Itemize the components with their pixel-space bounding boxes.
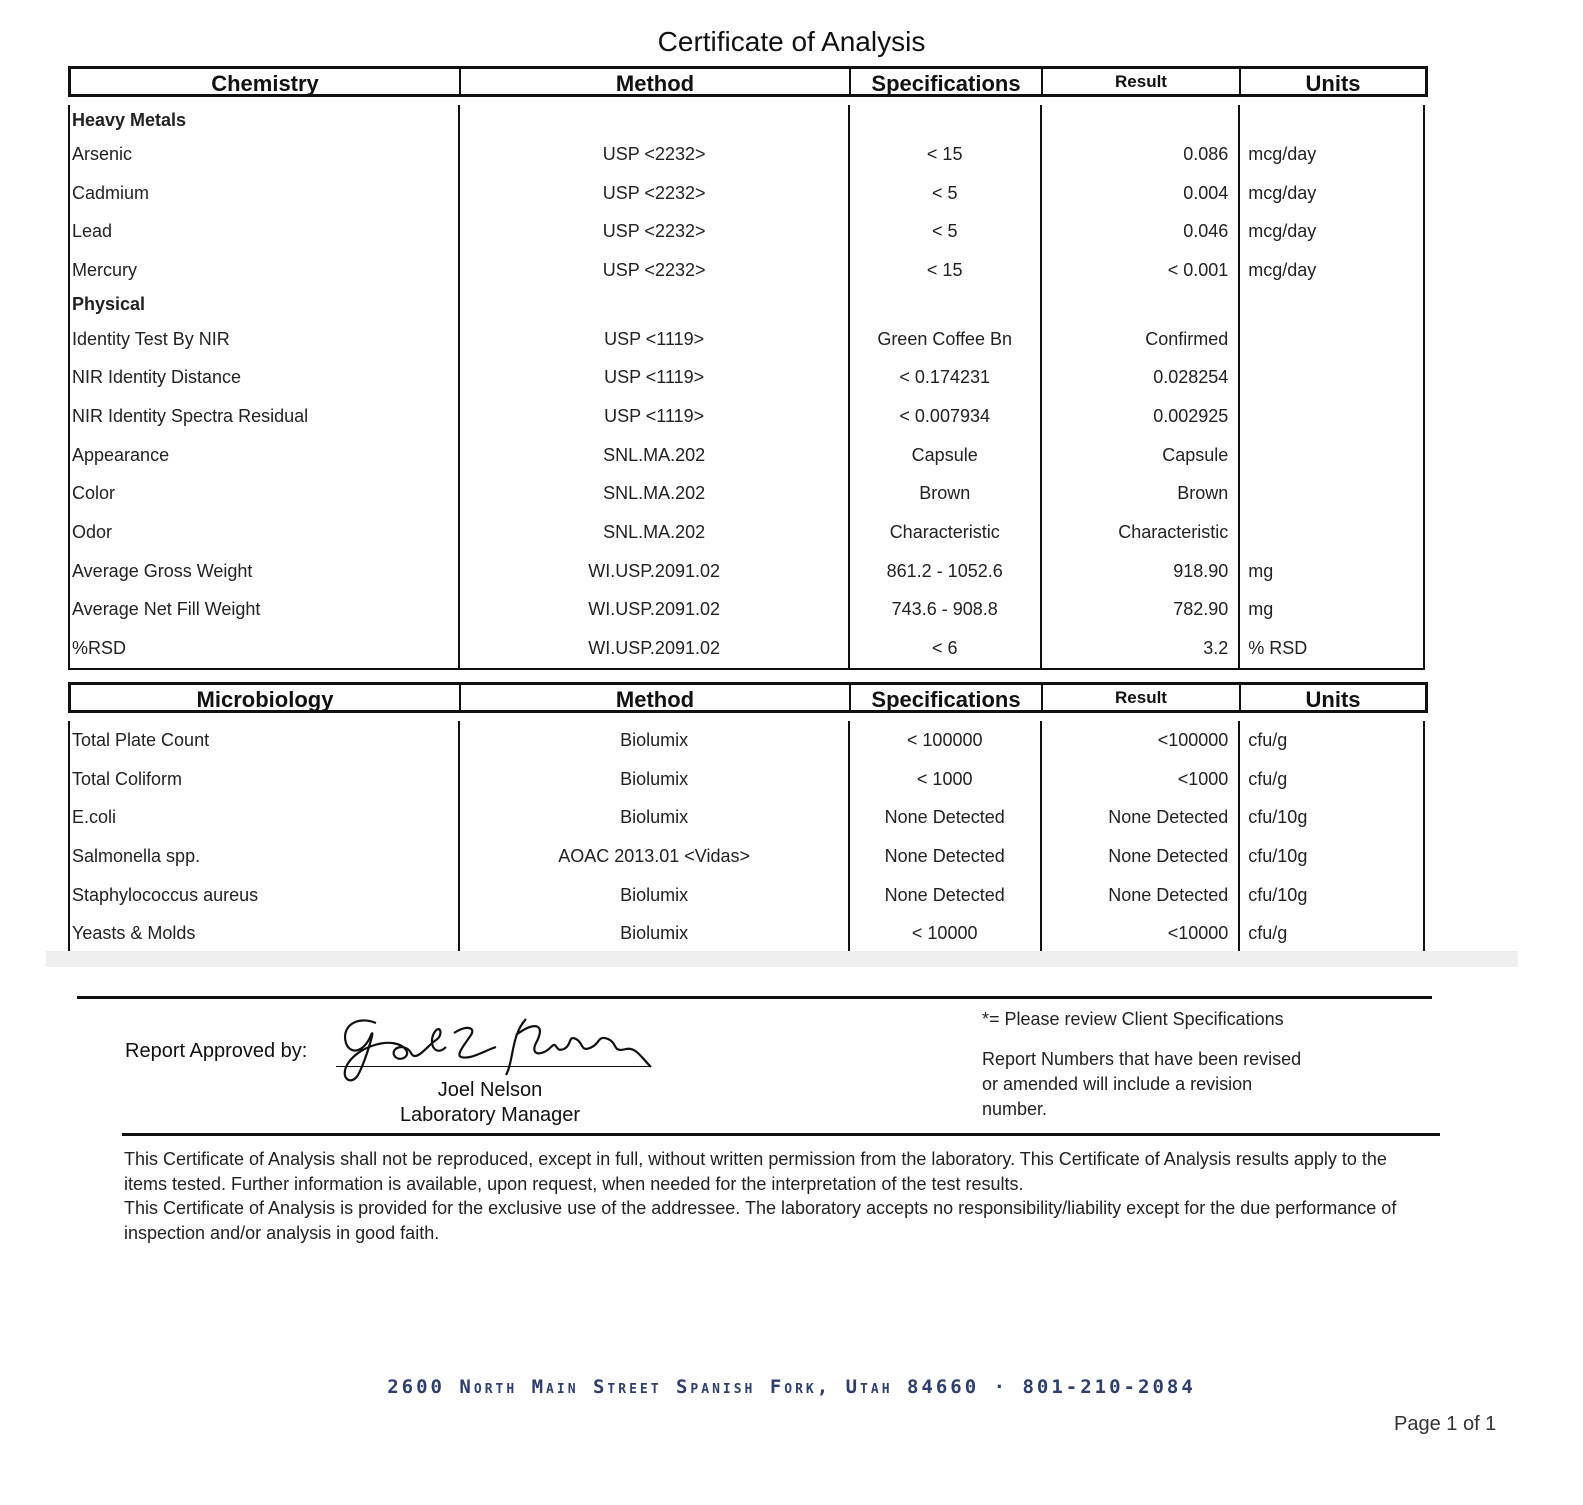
- cell-specification: < 15: [926, 143, 963, 164]
- cell-method: USP <1119>: [604, 367, 705, 388]
- chemistry-table: [68, 66, 1428, 670]
- disclaimer-paragraph: This Certificate of Analysis is provided for the exclusive use of the addressee. The laboratory accepts no responsibility/liability except for the due performance of inspection and/or analysis in good faith.: [124, 1198, 1397, 1243]
- cell-units: mcg/day: [1248, 182, 1317, 203]
- cell-result: None Detected: [1108, 807, 1229, 828]
- lab-address: 2600 North Main Street Spanish Fork, Utah 84660 · 801-210-2084: [387, 1376, 1196, 1398]
- table-row: [70, 397, 1423, 436]
- cell-result: 0.046: [1183, 221, 1229, 242]
- cell-analyte: Color: [72, 483, 116, 504]
- signature-line: [336, 1066, 651, 1067]
- cell-result: <100000: [1157, 729, 1229, 750]
- cell-analyte: %RSD: [72, 638, 127, 659]
- cell-analyte: Yeasts & Molds: [72, 923, 196, 944]
- section-name: Heavy Metals: [72, 109, 187, 130]
- microbiology-header-row: [68, 682, 1428, 713]
- cell-units: mcg/day: [1248, 259, 1317, 280]
- table-row: [70, 436, 1423, 475]
- cell-analyte: Appearance: [72, 444, 170, 465]
- header-result: Result: [1043, 69, 1241, 94]
- cell-analyte: Lead: [72, 221, 113, 242]
- cell-method: AOAC 2013.01 <Vidas>: [558, 845, 751, 866]
- table-row: [70, 760, 1423, 799]
- cell-specification: Brown: [919, 483, 971, 504]
- signer-role: Laboratory Manager: [399, 1104, 581, 1126]
- table-row: [70, 174, 1423, 213]
- revision-note: Report Numbers that have been revised or amended will include a revision number.: [982, 1049, 1302, 1119]
- section-name: Physical: [72, 294, 146, 315]
- cell-result: None Detected: [1108, 845, 1229, 866]
- chemistry-body: [68, 105, 1425, 670]
- header-microbiology: Microbiology: [71, 685, 461, 710]
- cell-units: cfu/g: [1248, 768, 1288, 789]
- cell-analyte: Staphylococcus aureus: [72, 884, 259, 905]
- chemistry-header-row: [68, 66, 1428, 97]
- cell-analyte: Average Gross Weight: [72, 560, 253, 581]
- cell-result: 0.086: [1183, 143, 1229, 164]
- header-chemistry: Chemistry: [71, 69, 461, 94]
- cell-result: None Detected: [1108, 884, 1229, 905]
- cell-analyte: Salmonella spp.: [72, 845, 201, 866]
- cell-result: <10000: [1167, 923, 1229, 944]
- cell-specification: None Detected: [884, 845, 1005, 866]
- cell-units: cfu/10g: [1248, 884, 1308, 905]
- table-row: [70, 721, 1423, 760]
- cell-specification: < 10000: [911, 923, 978, 944]
- cell-result: 782.90: [1173, 599, 1229, 620]
- cell-analyte: NIR Identity Spectra Residual: [72, 405, 309, 426]
- cell-result: 0.004: [1183, 182, 1229, 203]
- cell-specification: 743.6 - 908.8: [891, 599, 998, 620]
- cell-analyte: Arsenic: [72, 143, 133, 164]
- cell-analyte: Identity Test By NIR: [72, 328, 230, 349]
- cell-specification: < 0.007934: [899, 405, 990, 426]
- cell-specification: < 15: [926, 259, 963, 280]
- disclaimer-paragraph: This Certificate of Analysis shall not be reproduced, except in full, without written permission from the laboratory. This Certificate of Analysis results apply to the items tested. Further information is available, upon request, when needed for the interpretation of the test results.: [124, 1149, 1387, 1194]
- table-row: [70, 320, 1423, 359]
- table-row: [70, 358, 1423, 397]
- approved-by-label: Report Approved by:: [125, 1040, 308, 1062]
- client-spec-note: *= Please review Client Specifications: [982, 1009, 1284, 1029]
- cell-method: USP <2232>: [602, 182, 706, 203]
- cell-specification: < 0.174231: [899, 367, 990, 388]
- cell-specification: < 6: [931, 638, 958, 659]
- table-row: [70, 837, 1423, 876]
- column-divider: [1238, 721, 1240, 953]
- cell-analyte: Total Coliform: [72, 768, 183, 789]
- cell-analyte: E.coli: [72, 807, 117, 828]
- cell-result: 3.2: [1203, 638, 1229, 659]
- cell-analyte: NIR Identity Distance: [72, 367, 242, 388]
- microbiology-body: [68, 721, 1425, 955]
- divider-line: [122, 1133, 1440, 1136]
- cell-method: Biolumix: [620, 768, 689, 789]
- cell-units: cfu/g: [1248, 923, 1288, 944]
- cell-specification: < 5: [931, 182, 958, 203]
- page-number: Page 1 of 1: [1394, 1413, 1497, 1435]
- cell-method: WI.USP.2091.02: [588, 560, 720, 581]
- cell-method: USP <2232>: [602, 221, 706, 242]
- table-row: [70, 914, 1423, 953]
- table-row: [70, 513, 1423, 552]
- cell-method: Biolumix: [620, 923, 689, 944]
- section-heading: [70, 105, 1423, 135]
- cell-method: Biolumix: [620, 729, 689, 750]
- table-row: [70, 212, 1423, 251]
- section-heading: [70, 290, 1423, 320]
- header-specifications: Specifications: [851, 69, 1043, 94]
- column-divider: [1040, 105, 1042, 668]
- cell-method: SNL.MA.202: [603, 444, 706, 465]
- cell-result: Capsule: [1162, 444, 1229, 465]
- cell-method: Biolumix: [620, 807, 689, 828]
- cell-specification: Characteristic: [889, 522, 1000, 543]
- table-row: [70, 251, 1423, 290]
- cell-units: mg: [1248, 599, 1274, 620]
- column-divider: [1040, 721, 1042, 953]
- table-row: [70, 475, 1423, 514]
- cell-result: Brown: [1177, 483, 1229, 504]
- cell-method: USP <1119>: [604, 405, 705, 426]
- header-units: Units: [1305, 71, 1361, 96]
- cell-specification: 861.2 - 1052.6: [886, 560, 1003, 581]
- header-specifications: Specifications: [851, 685, 1043, 710]
- cell-analyte: Mercury: [72, 259, 138, 280]
- cell-analyte: Cadmium: [72, 182, 150, 203]
- header-units: Units: [1305, 687, 1361, 712]
- cell-analyte: Total Plate Count: [72, 729, 210, 750]
- cell-result: 0.002925: [1153, 405, 1229, 426]
- header-method: Method: [461, 69, 851, 94]
- cell-specification: None Detected: [884, 884, 1005, 905]
- cell-specification: < 1000: [916, 768, 973, 789]
- cell-result: <1000: [1177, 768, 1229, 789]
- table-row: [70, 552, 1423, 591]
- cell-method: Biolumix: [620, 884, 689, 905]
- cell-units: cfu/10g: [1248, 845, 1308, 866]
- column-divider: [848, 105, 850, 668]
- cell-method: WI.USP.2091.02: [588, 638, 720, 659]
- table-row: [70, 591, 1423, 630]
- signature-text: Joel L Nelson: [336, 1005, 343, 1006]
- cell-method: USP <1119>: [604, 328, 705, 349]
- cell-units: mg: [1248, 560, 1274, 581]
- cell-result: 0.028254: [1153, 367, 1229, 388]
- signer-name: Joel Nelson: [437, 1079, 543, 1101]
- table-row: [70, 798, 1423, 837]
- cell-units: cfu/g: [1248, 729, 1288, 750]
- divider-line: [77, 996, 1432, 999]
- cell-method: USP <2232>: [602, 143, 706, 164]
- cell-specification: None Detected: [884, 807, 1005, 828]
- column-divider: [1238, 105, 1240, 668]
- disclaimer: [124, 1147, 1414, 1245]
- column-divider: [458, 721, 460, 953]
- document-title: Certificate of Analysis: [657, 26, 926, 57]
- cell-result: < 0.001: [1167, 259, 1229, 280]
- table-row: [70, 876, 1423, 915]
- cell-analyte: Odor: [72, 522, 113, 543]
- cell-specification: < 5: [931, 221, 958, 242]
- cell-method: SNL.MA.202: [603, 483, 706, 504]
- microbiology-table: [68, 682, 1428, 955]
- cell-specification: < 100000: [906, 729, 983, 750]
- page-separator: [46, 951, 1518, 967]
- cell-units: cfu/10g: [1248, 807, 1308, 828]
- cell-specification: Capsule: [911, 444, 978, 465]
- cell-units: % RSD: [1248, 638, 1308, 659]
- cell-result: Confirmed: [1145, 328, 1229, 349]
- cell-specification: Green Coffee Bn: [877, 328, 1013, 349]
- cell-analyte: Average Net Fill Weight: [72, 599, 261, 620]
- table-row: [70, 135, 1423, 174]
- cell-result: 918.90: [1173, 560, 1229, 581]
- cell-result: Characteristic: [1118, 522, 1229, 543]
- cell-units: mcg/day: [1248, 221, 1317, 242]
- header-result: Result: [1043, 685, 1241, 710]
- cell-method: USP <2232>: [602, 259, 706, 280]
- column-divider: [848, 721, 850, 953]
- cell-method: WI.USP.2091.02: [588, 599, 720, 620]
- signer-block: [330, 1078, 650, 1128]
- header-method: Method: [461, 685, 851, 710]
- cell-method: SNL.MA.202: [603, 522, 706, 543]
- cell-units: mcg/day: [1248, 143, 1317, 164]
- column-divider: [458, 105, 460, 668]
- table-row: [70, 629, 1423, 668]
